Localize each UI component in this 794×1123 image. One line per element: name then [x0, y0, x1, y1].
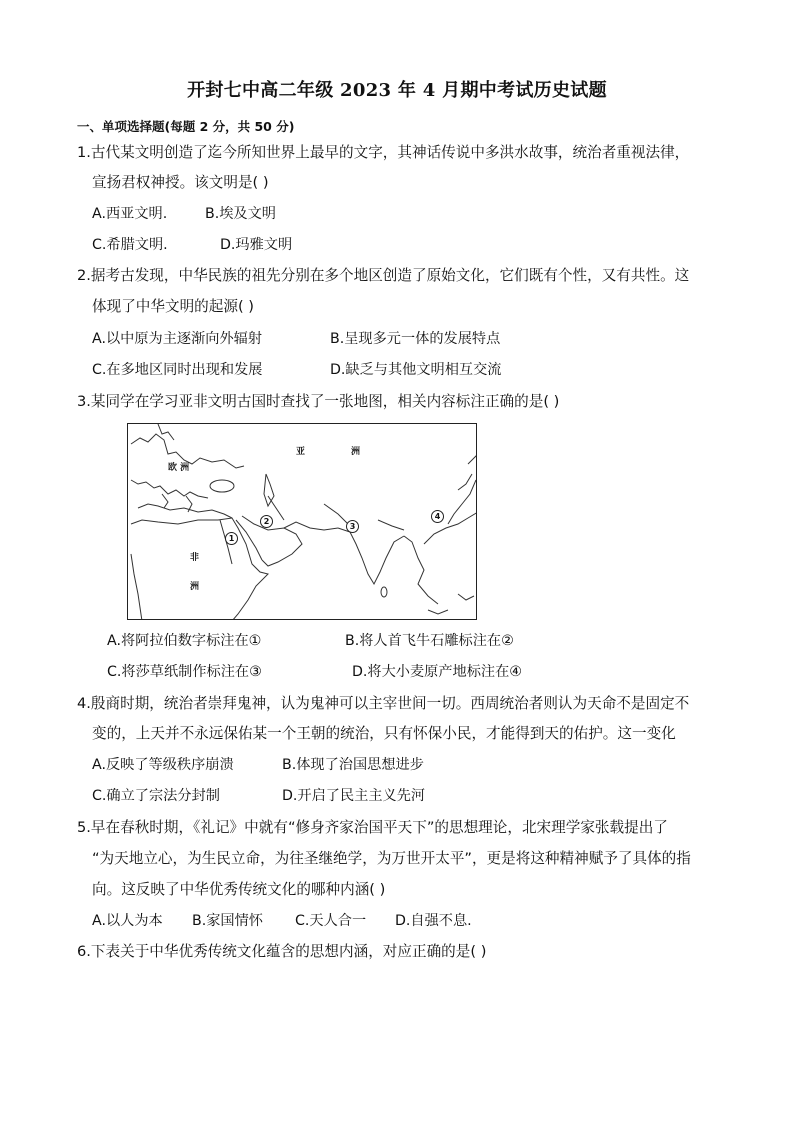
map-label-africa-2: 洲 — [190, 582, 200, 592]
question-6-stem: 6.下表关于中华优秀传统文化蕴含的思想内涵，对应正确的是( ) — [77, 943, 487, 960]
question-3-stem: 3.某同学在学习亚非文明古国时查找了一张地图，相关内容标注正确的是( ) — [77, 393, 560, 410]
exam-title: 开封七中高二年级 2023 年 4 月期中考试历史试题 — [187, 80, 607, 101]
question-4-option-b[interactable]: B.体现了治国思想进步 — [282, 757, 424, 773]
question-3-option-b[interactable]: B.将人首飞牛石雕标注在② — [345, 633, 514, 649]
question-2-option-a[interactable]: A.以中原为主逐渐向外辐射 — [92, 331, 263, 347]
question-1-option-d[interactable]: D.玛雅文明 — [220, 237, 293, 253]
question-4-stem-cont: 变的，上天并不永远保佑某一个王朝的统治，只有怀保小民，才能得到天的佑护。这一变化 — [92, 725, 676, 742]
asia-africa-map — [127, 423, 477, 620]
question-2-stem: 2.据考古发现，中华民族的祖先分别在多个地区创造了原始文化，它们既有个性，又有共性。这 — [77, 267, 690, 284]
question-1-option-c[interactable]: C.希腊文明. — [92, 237, 168, 253]
map-label-europe: 欧 洲 — [168, 463, 190, 473]
map-label-asia-2: 洲 — [351, 447, 361, 457]
question-5-stem: 5.早在春秋时期，《礼记》中就有“修身齐家治国平天下”的思想理论，北宋理学家张载提出了 — [77, 819, 668, 836]
question-1-stem: 1.古代某文明创造了迄今所知世界上最早的文字，其神话传说中多洪水故事，统治者重视法律， — [77, 144, 690, 161]
question-2-stem-cont: 体现了中华文明的起源( ) — [92, 298, 254, 315]
map-label-africa: 非 — [190, 553, 200, 563]
map-marker-3: 3 — [346, 520, 359, 533]
question-3-option-c[interactable]: C.将莎草纸制作标注在③ — [107, 664, 262, 680]
map-label-asia: 亚 — [296, 447, 306, 457]
question-1-option-a[interactable]: A.西亚文明. — [92, 206, 168, 222]
question-2-option-c[interactable]: C.在多地区同时出现和发展 — [92, 362, 263, 378]
question-4-stem: 4.殷商时期，统治者崇拜鬼神，认为鬼神可以主宰世间一切。西周统治者则认为天命不是固定不 — [77, 695, 690, 712]
question-5-stem-cont-2: 向。这反映了中华优秀传统文化的哪种内涵( ) — [92, 881, 386, 898]
section-heading: 一、单项选择题(每题 2 分，共 50 分) — [77, 119, 295, 134]
question-5-option-c[interactable]: C.天人合一 — [295, 913, 367, 929]
question-4-option-a[interactable]: A.反映了等级秩序崩溃 — [92, 757, 234, 773]
question-2-option-b[interactable]: B.呈现多元一体的发展特点 — [330, 331, 501, 347]
question-3-option-a[interactable]: A.将阿拉伯数字标注在① — [107, 633, 262, 649]
question-4-option-d[interactable]: D.开启了民主主义先河 — [282, 788, 426, 804]
question-3-option-d[interactable]: D.将大小麦原产地标注在④ — [352, 664, 523, 680]
question-4-option-c[interactable]: C.确立了宗法分封制 — [92, 788, 220, 804]
question-5-option-a[interactable]: A.以人为本 — [92, 913, 163, 929]
map-marker-4: 4 — [431, 510, 444, 523]
question-5-option-d[interactable]: D.自强不息. — [395, 913, 472, 929]
question-1-stem-cont: 宣扬君权神授。该文明是( ) — [92, 174, 269, 191]
question-2-option-d[interactable]: D.缺乏与其他文明相互交流 — [330, 362, 502, 378]
question-1-option-b[interactable]: B.埃及文明 — [205, 206, 276, 222]
question-5-stem-cont: “为天地立心，为生民立命，为往圣继绝学，为万世开太平”，更是将这种精神赋予了具体的指 — [92, 850, 691, 867]
map-marker-1: 1 — [225, 532, 238, 545]
question-5-option-b[interactable]: B.家国情怀 — [192, 913, 263, 929]
map-marker-2: 2 — [260, 515, 273, 528]
